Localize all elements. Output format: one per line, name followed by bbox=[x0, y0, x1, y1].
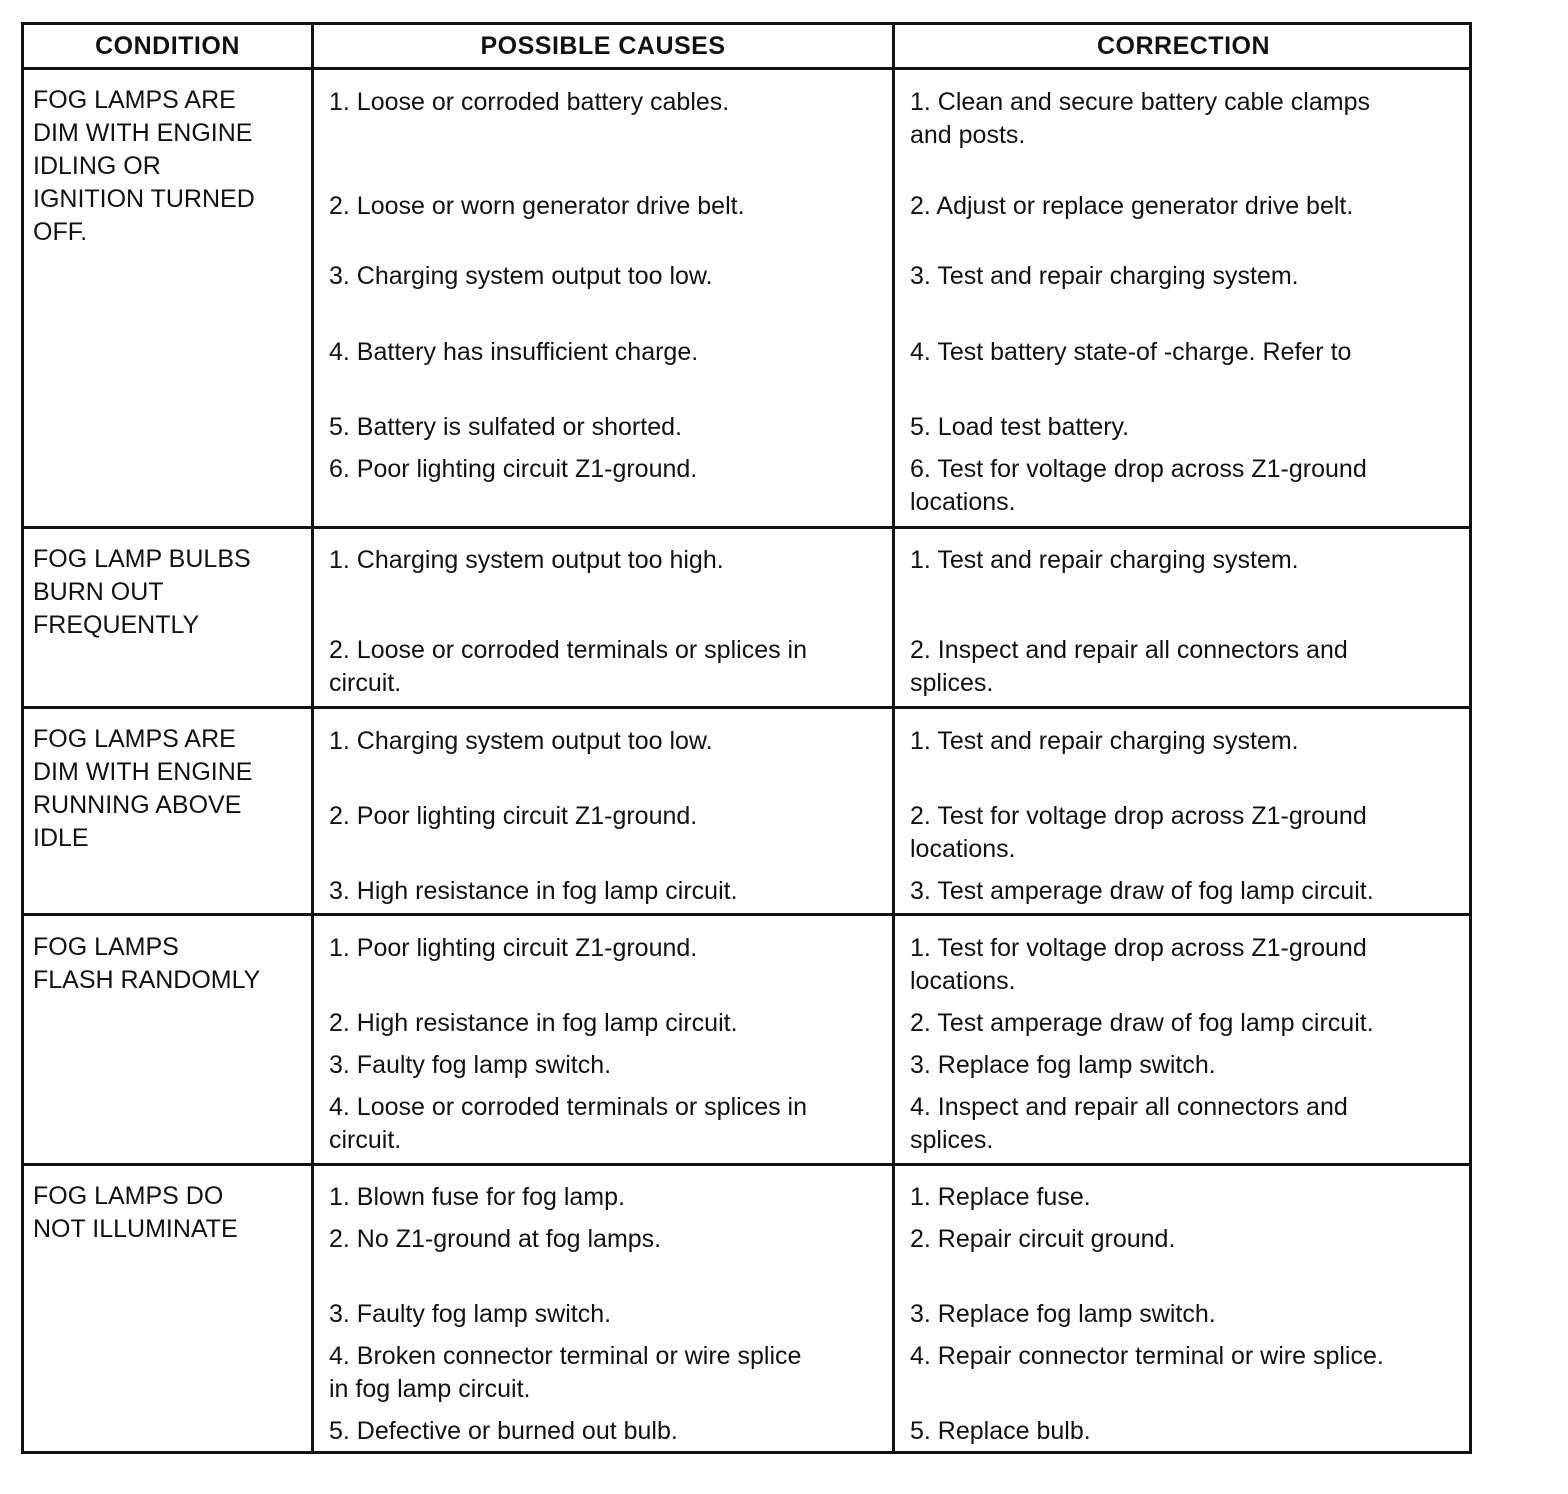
condition-line: FOG LAMPS ARE bbox=[33, 86, 236, 114]
row-divider bbox=[24, 526, 1469, 529]
cause-item bbox=[329, 634, 807, 700]
condition-line: FOG LAMPS bbox=[33, 933, 179, 961]
correction-line: locations. bbox=[910, 488, 1016, 516]
condition-cell bbox=[33, 543, 251, 642]
condition-line: FREQUENTLY bbox=[33, 611, 200, 639]
row-divider bbox=[24, 913, 1469, 916]
cause-line: circuit. bbox=[329, 1126, 402, 1154]
correction-line: splices. bbox=[910, 669, 994, 697]
cause-item bbox=[329, 1091, 807, 1157]
correction-item: 1. Test and repair charging system. bbox=[910, 727, 1299, 755]
row-divider bbox=[24, 706, 1469, 709]
correction-line: 6. Test for voltage drop across Z1-ground bbox=[910, 455, 1367, 483]
cause-item: 2. High resistance in fog lamp circuit. bbox=[329, 1009, 738, 1037]
correction-line: splices. bbox=[910, 1126, 994, 1154]
header-divider bbox=[24, 67, 1469, 70]
condition-cell bbox=[33, 931, 260, 997]
correction-line: 1. Test for voltage drop across Z1-ground bbox=[910, 934, 1367, 962]
cause-item: 3. Faulty fog lamp switch. bbox=[329, 1051, 612, 1079]
cause-item: 1. Charging system output too low. bbox=[329, 727, 713, 755]
column-divider bbox=[892, 25, 895, 1451]
correction-item: 1. Test and repair charging system. bbox=[910, 546, 1299, 574]
correction-line: 4. Inspect and repair all connectors and bbox=[910, 1093, 1348, 1121]
cause-item: 1. Poor lighting circuit Z1-ground. bbox=[329, 934, 698, 962]
header-condition: CONDITION bbox=[95, 31, 240, 60]
cause-line: 2. Loose or corroded terminals or splices in bbox=[329, 636, 808, 664]
correction-line: locations. bbox=[910, 967, 1016, 995]
condition-line: FLASH RANDOMLY bbox=[33, 966, 261, 994]
cause-item: 1. Charging system output too high. bbox=[329, 546, 724, 574]
condition-line: IDLING OR bbox=[33, 152, 161, 180]
correction-line: locations. bbox=[910, 835, 1016, 863]
correction-line: 1. Clean and secure battery cable clamps bbox=[910, 88, 1370, 116]
cause-line: 4. Broken connector terminal or wire splice bbox=[329, 1342, 802, 1370]
cause-item: 5. Defective or burned out bulb. bbox=[329, 1417, 678, 1445]
correction-item bbox=[910, 800, 1367, 866]
correction-item: 4. Test battery state-of -charge. Refer to bbox=[910, 338, 1352, 366]
correction-item: 1. Replace fuse. bbox=[910, 1183, 1091, 1211]
condition-line: FOG LAMP BULBS bbox=[33, 545, 251, 573]
correction-item bbox=[910, 1091, 1348, 1157]
correction-item: 5. Load test battery. bbox=[910, 413, 1130, 441]
cause-item: 2. Poor lighting circuit Z1-ground. bbox=[329, 802, 698, 830]
correction-line: and posts. bbox=[910, 121, 1026, 149]
row-divider bbox=[24, 1163, 1469, 1166]
cause-line: 4. Loose or corroded terminals or splices in bbox=[329, 1093, 808, 1121]
condition-line: DIM WITH ENGINE bbox=[33, 119, 253, 147]
condition-line: DIM WITH ENGINE bbox=[33, 758, 253, 786]
cause-item: 3. High resistance in fog lamp circuit. bbox=[329, 877, 738, 905]
correction-item bbox=[910, 634, 1348, 700]
condition-line: NOT ILLUMINATE bbox=[33, 1215, 238, 1243]
cause-item: 2. No Z1-ground at fog lamps. bbox=[329, 1225, 662, 1253]
cause-item bbox=[329, 1340, 801, 1406]
condition-cell bbox=[33, 723, 252, 855]
correction-item: 4. Repair connector terminal or wire splice. bbox=[910, 1342, 1384, 1370]
correction-line: 2. Inspect and repair all connectors and bbox=[910, 636, 1348, 664]
cause-item: 1. Loose or corroded battery cables. bbox=[329, 88, 730, 116]
condition-line: IGNITION TURNED bbox=[33, 185, 255, 213]
header-correction: CORRECTION bbox=[1096, 31, 1271, 60]
condition-line: FOG LAMPS DO bbox=[33, 1182, 224, 1210]
condition-cell bbox=[33, 1180, 238, 1246]
condition-line: FOG LAMPS ARE bbox=[33, 725, 236, 753]
cause-item: 1. Blown fuse for fog lamp. bbox=[329, 1183, 625, 1211]
cause-line: circuit. bbox=[329, 669, 402, 697]
cause-line: in fog lamp circuit. bbox=[329, 1375, 531, 1403]
correction-item: 3. Test amperage draw of fog lamp circuit. bbox=[910, 877, 1374, 905]
condition-line: RUNNING ABOVE bbox=[33, 791, 242, 819]
correction-item: 3. Replace fog lamp switch. bbox=[910, 1300, 1216, 1328]
condition-line: IDLE bbox=[33, 824, 89, 852]
cause-item: 5. Battery is sulfated or shorted. bbox=[329, 413, 682, 441]
correction-item: 2. Repair circuit ground. bbox=[910, 1225, 1176, 1253]
correction-item: 3. Replace fog lamp switch. bbox=[910, 1051, 1216, 1079]
correction-item: 2. Test amperage draw of fog lamp circuit. bbox=[910, 1009, 1374, 1037]
cause-item: 3. Faulty fog lamp switch. bbox=[329, 1300, 612, 1328]
correction-item: 3. Test and repair charging system. bbox=[910, 262, 1299, 290]
correction-item bbox=[910, 453, 1367, 519]
cause-item: 4. Battery has insufficient charge. bbox=[329, 338, 699, 366]
correction-item bbox=[910, 932, 1367, 998]
condition-cell bbox=[33, 84, 255, 249]
header-possible-causes: POSSIBLE CAUSES bbox=[480, 31, 726, 60]
correction-item: 5. Replace bulb. bbox=[910, 1417, 1091, 1445]
cause-item: 6. Poor lighting circuit Z1-ground. bbox=[329, 455, 698, 483]
correction-item: 2. Adjust or replace generator drive belt. bbox=[910, 192, 1354, 220]
condition-line: BURN OUT bbox=[33, 578, 164, 606]
condition-line: OFF. bbox=[33, 218, 88, 246]
correction-item bbox=[910, 86, 1370, 152]
column-divider bbox=[311, 25, 314, 1451]
cause-item: 2. Loose or worn generator drive belt. bbox=[329, 192, 745, 220]
cause-item: 3. Charging system output too low. bbox=[329, 262, 713, 290]
troubleshooting-table bbox=[21, 22, 1472, 1454]
correction-line: 2. Test for voltage drop across Z1-ground bbox=[910, 802, 1367, 830]
